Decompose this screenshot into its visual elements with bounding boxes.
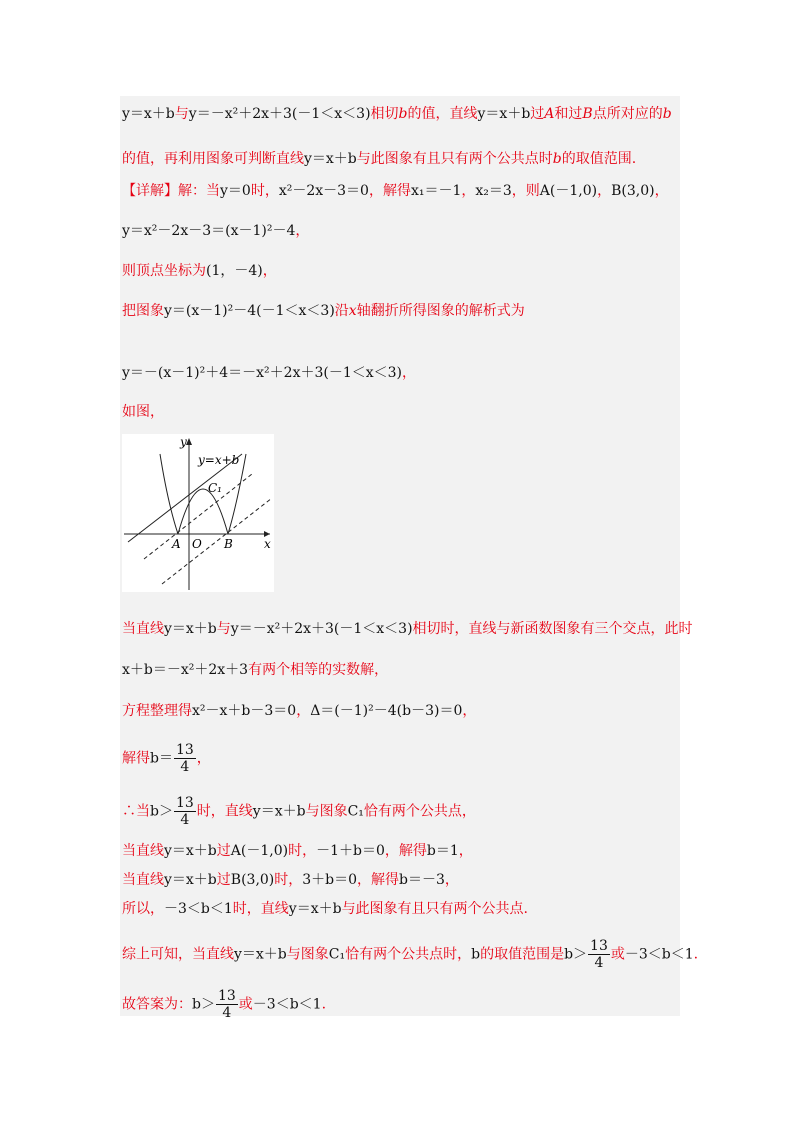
text-segment: 当直线 [122, 621, 164, 637]
point-b-label: B [224, 537, 233, 551]
text-segment: x＋b＝－x²＋2x＋3 [122, 662, 249, 678]
text-segment: 或 [238, 996, 253, 1013]
text-segment: y＝x＋b [164, 621, 217, 637]
text-line13 [122, 795, 476, 828]
text-line8 [122, 403, 164, 421]
text-line18 [122, 988, 326, 1021]
line-equation-label: y=x+b [198, 453, 240, 467]
text-segment: A(－1,0) [230, 843, 289, 859]
flipped-arc-c1 [178, 489, 228, 534]
text-line5 [122, 262, 277, 280]
text-segment: －3＜b＜1 [252, 996, 322, 1013]
text-line4 [122, 222, 309, 240]
text-segment: y＝x＋b [288, 901, 342, 917]
text-segment: Δ＝(－1)²－4(b－3)＝0 [310, 703, 463, 719]
text-segment: 相切时，直线与新函数图象有三个交点，此时 [412, 621, 693, 637]
text-segment: 与此图象有且只有两个公共点时 [356, 151, 553, 167]
text-segment: ，则 [511, 183, 540, 199]
text-segment: b＝1 [426, 843, 459, 859]
text-segment: 与此图象有且只有两个公共点. [341, 901, 529, 917]
text-segment: 恰有两个公共点， [363, 803, 476, 820]
text-segment: 当直线 [122, 843, 164, 859]
text-line16 [122, 900, 528, 918]
text-segment: 沿 [334, 303, 349, 319]
text-segment: 当直线 [122, 872, 164, 888]
fraction [174, 742, 196, 775]
text-segment: ， [262, 263, 277, 279]
text-segment: ， [654, 183, 669, 199]
text-segment: y＝x＋b [164, 872, 217, 888]
text-segment: y＝(x－1)²－4(－1＜x＜3) [164, 303, 335, 319]
text-segment: x²－2x－3＝0 [278, 183, 369, 199]
text-segment: ， [295, 223, 310, 239]
text-segment: b＞ [192, 996, 215, 1013]
text-segment: 与 [174, 106, 189, 122]
fraction-numerator: 13 [217, 988, 236, 1004]
text-segment: B(3,0) [230, 872, 275, 888]
text-segment: x [348, 303, 357, 319]
text-segment: 如图， [122, 404, 164, 420]
text-segment: 故答案为： [122, 996, 192, 1013]
text-segment: 轴翻折所得图象的解析式为 [356, 303, 525, 319]
graph-figure [122, 434, 274, 592]
text-segment: 3＋b＝0 [302, 872, 358, 888]
text-segment: ，解得 [357, 872, 400, 888]
fraction-denominator: 4 [222, 1005, 232, 1021]
fraction-denominator: 4 [180, 812, 190, 828]
text-segment: 时，直线 [196, 803, 253, 820]
text-segment: y＝0 [220, 183, 251, 199]
text-segment: 所以， [122, 901, 164, 917]
text-line2 [122, 150, 636, 168]
text-segment: 与 [216, 621, 231, 637]
text-segment: ， [296, 703, 311, 719]
text-segment: 的值，直线 [407, 106, 478, 122]
text-segment: －3＜b＜1 [164, 901, 233, 917]
text-segment: 或 [610, 946, 625, 963]
text-segment: b [552, 151, 562, 167]
text-segment: A [544, 106, 555, 122]
text-segment: 则顶点坐标为 [122, 263, 206, 279]
text-segment: y＝－(x－1)²＋4＝－x²＋2x＋3(－1＜x＜3) [122, 365, 403, 381]
text-line15 [122, 871, 459, 889]
fraction-denominator: 4 [594, 955, 604, 971]
text-segment: ， [461, 183, 476, 199]
text-segment: －3＜b＜1 [624, 946, 694, 963]
text-line17 [122, 938, 698, 971]
text-segment: A(－1,0) [539, 183, 598, 199]
text-segment: 的取值范围是 [480, 946, 565, 963]
text-line9 [122, 620, 693, 638]
fraction [216, 988, 238, 1021]
text-segment: 恰有两个公共点时， [345, 946, 472, 963]
text-segment: 与图象 [305, 803, 348, 820]
text-segment: 过 [216, 843, 231, 859]
text-line3 [122, 182, 669, 200]
text-segment: －1＋b＝0 [316, 843, 385, 859]
fraction-numerator: 13 [175, 795, 194, 811]
text-line7 [122, 364, 416, 382]
text-segment: 【详解】 [122, 183, 178, 199]
text-segment: y＝x＋b [122, 106, 175, 122]
text-segment: (1，－4) [206, 263, 263, 279]
fraction-numerator: 13 [590, 938, 608, 954]
text-segment: b [662, 106, 672, 122]
text-segment: b＝ [150, 750, 173, 767]
text-segment: 的值，再利用图象可判断直线 [122, 151, 304, 167]
text-segment: 解：当 [178, 183, 220, 199]
text-segment: 有两个相等的实数解， [248, 662, 389, 678]
text-segment: y＝x＋b [304, 151, 357, 167]
text-segment: y＝x＋b [234, 946, 287, 963]
origin-label: O [192, 537, 202, 551]
text-line1 [122, 105, 672, 123]
text-line12 [122, 742, 211, 775]
text-segment: 时， [274, 872, 303, 888]
text-segment: ， [196, 750, 211, 767]
text-segment: ， [444, 872, 459, 888]
text-segment: y＝x＋b [164, 843, 217, 859]
text-segment: y＝－x²＋2x＋3(－1＜x＜3) [188, 106, 371, 122]
tangent-line [128, 454, 242, 542]
graph-svg [122, 434, 274, 592]
text-segment: b＞ [150, 803, 173, 820]
text-segment: 方程整理得 [122, 703, 192, 719]
text-segment: x₁＝－1 [410, 183, 462, 199]
text-segment: ，解得 [368, 183, 411, 199]
text-segment: 时， [288, 843, 317, 859]
text-segment: B(3,0) [611, 183, 655, 199]
x-axis-label: x [264, 537, 271, 551]
text-segment: x²－x＋b－3＝0 [192, 703, 297, 719]
text-segment: y＝x＋b [477, 106, 531, 122]
text-segment: 时， [250, 183, 279, 199]
text-segment: b＝－3 [399, 872, 445, 888]
fraction-numerator: 13 [175, 742, 194, 758]
text-segment: ， [402, 365, 417, 381]
text-segment: C₁ [347, 803, 364, 820]
text-segment: 过 [216, 872, 231, 888]
text-line11 [122, 702, 476, 720]
text-segment: ， [462, 703, 477, 719]
text-segment: 点所对应的 [592, 106, 663, 122]
text-segment: b＞ [564, 946, 588, 963]
text-segment: b [398, 106, 408, 122]
text-line14 [122, 842, 473, 860]
point-a-label: A [172, 537, 181, 551]
text-segment: 过 [530, 106, 545, 122]
text-segment: 和过 [554, 106, 583, 122]
text-segment: ， [458, 843, 473, 859]
text-segment: y＝x²－2x－3＝(x－1)²－4 [122, 223, 296, 239]
text-segment: 解得 [122, 750, 150, 767]
y-axis-arrow [186, 438, 192, 445]
text-segment: . [693, 946, 699, 963]
text-segment: b [471, 946, 481, 963]
text-segment: C₁ [328, 946, 346, 963]
text-segment: B [582, 106, 593, 122]
text-line10 [122, 661, 388, 679]
fraction-denominator: 4 [180, 759, 190, 775]
text-segment: 综上可知，当直线 [122, 946, 234, 963]
fraction [174, 795, 196, 828]
text-segment: x₂＝3 [475, 183, 512, 199]
text-segment: 的取值范围. [561, 151, 637, 167]
text-segment: ，解得 [384, 843, 427, 859]
fraction [588, 938, 610, 971]
text-segment: ∴当 [122, 803, 150, 820]
text-segment: y＝－x²＋2x＋3(－1＜x＜3) [230, 621, 413, 637]
curve-c1-label: C₁ [208, 481, 222, 495]
parabola-left-branch [160, 454, 178, 534]
text-segment: 把图象 [122, 303, 164, 319]
text-segment: 与图象 [286, 946, 329, 963]
text-segment: ， [597, 183, 612, 199]
y-axis-label: y [180, 435, 187, 449]
text-segment: 相切 [370, 106, 399, 122]
text-segment: y＝x＋b [252, 803, 306, 820]
text-segment: . [321, 996, 327, 1013]
text-segment: 时，直线 [232, 901, 289, 917]
text-line6 [122, 302, 525, 320]
